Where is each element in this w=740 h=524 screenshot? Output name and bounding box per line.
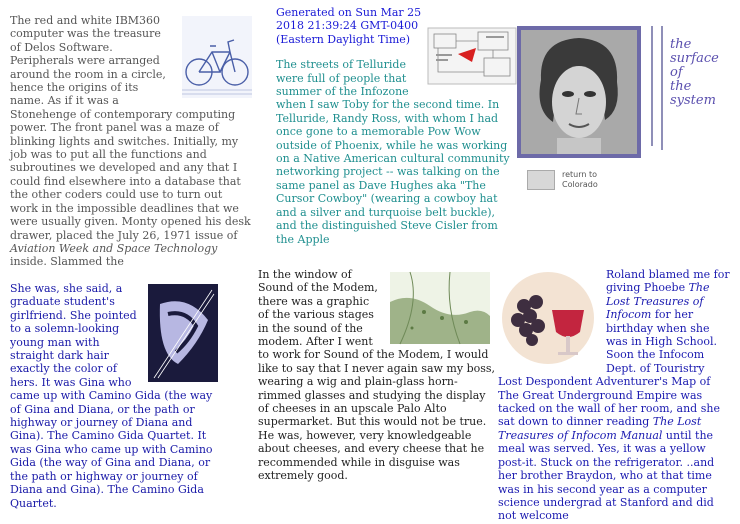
generated-date: Generated on Sun Mar 25 2018 21:39:24 GMT-0400 (Eastern Daylight Time) xyxy=(276,6,422,46)
bicycle-image xyxy=(182,16,252,98)
story-panel-sound-of-modem xyxy=(258,268,498,506)
story-panel-camino-gida xyxy=(10,282,222,510)
return-link[interactable] xyxy=(527,170,612,190)
diagram-image xyxy=(428,28,516,84)
surface-panel xyxy=(517,26,727,202)
magazine-title: Aviation Week and Space Technology xyxy=(10,241,218,255)
story-text: She was, she said, a graduate student's girlfriend. She pointed to a solemn-looking young man with straight dark hair exactly the color of hers. It was Gina who came up with Camino Gida (the way of Gina and Diana, or the path or highway or journey of Diana and Gina). The Camino Gida Quartet. It was Gina who came up with Camino Gida (the way of Gina and Diana, or the path or highway or journey of Diana and Gina). The Camino Gida Quartet. xyxy=(10,282,213,510)
map-image xyxy=(390,272,490,344)
story-text: In the window of Sound of the Modem, there was a graphic of the various stages in the sound of the modem. After I went to work for Sound of the Modem, I would like to say that I never again saw my boss, wearing a wig and plain-glass horn-rimmed glasses and studying the display of cheeses in an upscale Palo Alto supermarket. But this would not be true. He was, however, very knowledgeable about cheeses, and every cheese that he recommended while in disguise was extremely good. xyxy=(258,268,496,483)
manual-title: The Lost Treasures of Infocom Manual xyxy=(498,415,702,442)
story-text: The streets of Telluride were full of people that summer of the Infozone when I saw Toby for the second time. In Telluride, Randy Ross, with whom I had once gone to a memorable Pow Wow outside of Phoenix, while he was working on a Native American cultural community networking project -- was talking on the same panel as Dave Hughes aka "The Cursor Cowboy" (wearing a cowboy hat and a silver and turquoise belt buckle), and the distinguished Steve Cisler from the Apple xyxy=(276,58,510,246)
book-title: The Lost Treasures of Infocom xyxy=(606,281,710,322)
story-panel-ibm360 xyxy=(10,14,252,269)
return-thumbnail xyxy=(527,170,555,190)
return-label: return to Colorado xyxy=(562,170,598,189)
story-panel-infocom xyxy=(498,268,730,523)
portrait-image xyxy=(517,26,672,161)
violin-image xyxy=(148,284,218,382)
surface-title: the surface of the system xyxy=(670,37,719,108)
wine-grapes-image xyxy=(498,270,598,366)
story-text: Roland blamed me for giving Phoebe The Lost Treasures of Infocom for her birthday when she was in High School. Soon the Infocom Dept. of Touristry Lost Despondent Adventurer's Map of The Great Underground Empire was tacked on the wall of her room, and she sat down to dinner reading The Lost Treasures of Infocom Manual until the meal was served. Yes, it was a yellow post-it. Stuck on the refrigerator. ..and her brother Braydon, who at that time was in his second year as a computer science undergrad at Stanford and did not welcome xyxy=(498,268,730,523)
story-text: The red and white IBM360 computer was the treasure of Delos Software. Peripherals were arranged around the room in a circle, hence the origins of its name. As if it was a Stonehenge of contemporary computing power. The front panel was a maze of blinking lights and switches. Initially, my job was to put all the functions and subroutines we developed and any that I could find elsewhere into a database that the other coders could use to turn out work in the impossible deadlines that we were usually given. Monty opened his desk drawer, placed the July 26, 1971 issue of Aviation Week and Space Technology inside. Slammed the xyxy=(10,14,251,269)
story-panel-telluride xyxy=(276,6,516,250)
